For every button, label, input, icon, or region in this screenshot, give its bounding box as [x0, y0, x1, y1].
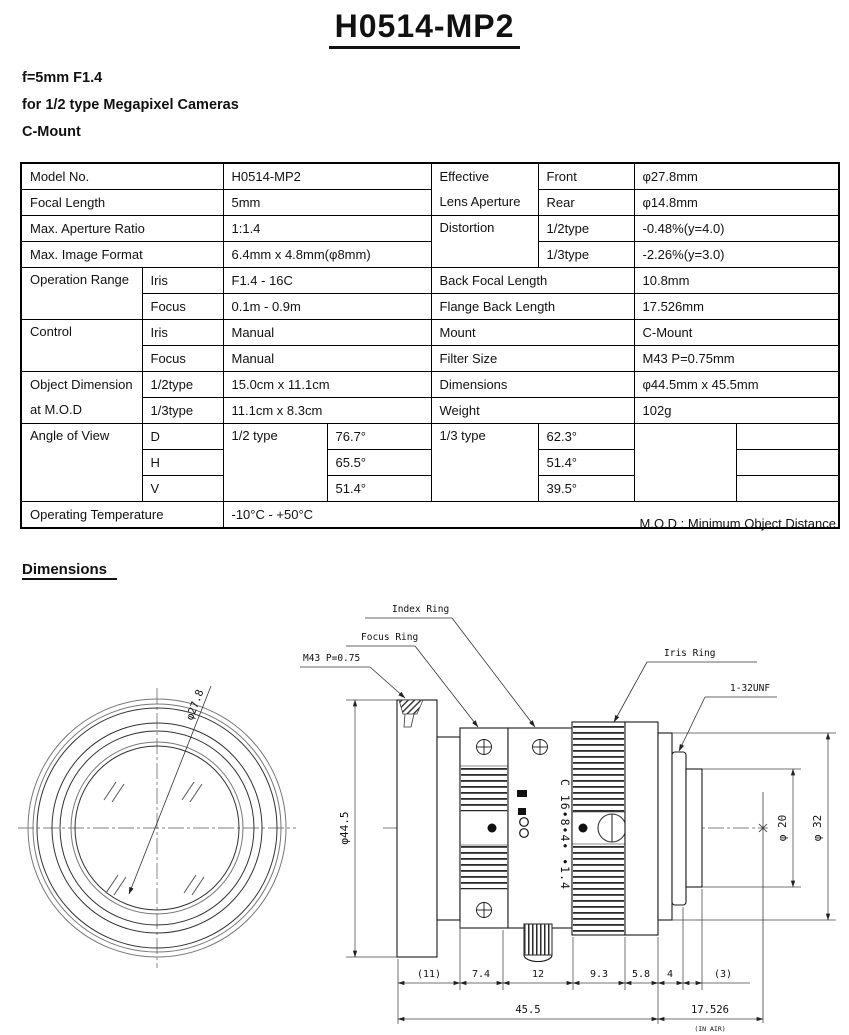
distortion-third-value: -2.26%(y=3.0) [634, 242, 839, 268]
dim-rear-ring: 5.8 [631, 969, 651, 980]
front-view [18, 686, 296, 968]
overall-length-dim: 45.5 [515, 1004, 541, 1016]
flange-back-length-value: 17.526mm [634, 294, 839, 320]
control-focus-value: Manual [223, 346, 431, 372]
front-label: Front [538, 163, 634, 190]
control-focus-label: Focus [142, 346, 223, 372]
aperture-scale-text: C 16•8•4• •1.4 [558, 779, 572, 890]
angle-axis-v: V [142, 476, 223, 502]
angle-third-type-label: 1/3 type [431, 424, 538, 502]
rear-label: Rear [538, 190, 634, 216]
dim-iris-ring: 9.3 [589, 969, 609, 980]
effective-label-line1: Effective [439, 169, 490, 184]
focus-index-dot [488, 824, 497, 833]
weight-value: 102g [634, 398, 839, 424]
focal-length-label: Focal Length [21, 190, 223, 216]
distortion-third-label: 1/3type [538, 242, 634, 268]
iris-ring-label: Iris Ring [664, 648, 716, 659]
table-row [21, 320, 839, 346]
control-iris-label: Iris [142, 320, 223, 346]
operating-temperature-value: -10°C - +50°C [223, 502, 839, 529]
dimensions-label: Dimensions [431, 372, 634, 398]
page-title: H0514-MP2 [329, 8, 521, 49]
table-row [21, 163, 839, 190]
front-bezel [397, 700, 437, 957]
empty-cell [634, 424, 736, 502]
spec-table [20, 162, 840, 529]
thumb-knob [524, 924, 552, 955]
effective-label-line2: Lens Aperture [439, 194, 521, 209]
control-iris-value: Manual [223, 320, 431, 346]
c-mount-thread [686, 769, 702, 887]
rear-barrel [658, 733, 672, 920]
dimensions-heading: Dimensions [22, 561, 117, 580]
mount-thread-label: 1-32UNF [730, 683, 771, 694]
angle-half-d: 76.7° [327, 424, 431, 450]
dim-rear-barrel: 4 [666, 969, 674, 980]
distance-scale-mark [517, 790, 527, 797]
rear-ring [625, 722, 658, 935]
angle-half-h: 65.5° [327, 450, 431, 476]
flange-back-dim: 17.526 [691, 1004, 729, 1016]
table-row [21, 242, 839, 268]
dimensions-value: φ44.5mm x 45.5mm [634, 372, 839, 398]
front-value: φ27.8mm [634, 163, 839, 190]
table-row [21, 424, 839, 450]
empty-cell [736, 450, 839, 476]
table-row [21, 190, 839, 216]
distortion-half-label: 1/2type [538, 216, 634, 242]
front-diameter-dim: φ27.8 [183, 688, 207, 722]
side-view [383, 700, 768, 962]
max-image-format-value: 6.4mm x 4.8mm(φ8mm) [223, 242, 431, 268]
mount-value: C-Mount [634, 320, 839, 346]
dimension-drawing [0, 585, 849, 1035]
rear-outer-diameter-dim: φ 32 [811, 814, 824, 842]
in-air-note: (IN AIR) [694, 1025, 726, 1033]
dim-index-ring: 12 [531, 969, 545, 980]
max-aperture-ratio-label: Max. Aperture Ratio [21, 216, 223, 242]
distortion-label: Distortion [431, 216, 538, 268]
m43-thread-label: M43 P=0.75 [303, 653, 361, 664]
object-dimension-line1: Object Dimension [30, 377, 133, 392]
operating-temperature-label: Operating Temperature [21, 502, 223, 529]
angle-axis-h: H [142, 450, 223, 476]
effective-lens-aperture-label [431, 163, 538, 216]
mount-line: C-Mount [22, 124, 81, 140]
mount-label: Mount [431, 320, 634, 346]
max-aperture-ratio-value: 1:1.4 [223, 216, 431, 242]
table-row [21, 268, 839, 294]
mod-note: M.O.D : Minimum Object Distance [639, 516, 836, 531]
focal-length-value: 5mm [223, 190, 431, 216]
angle-half-type-label: 1/2 type [223, 424, 327, 502]
table-row [21, 216, 839, 242]
back-focal-length-value: 10.8mm [634, 268, 839, 294]
object-dimension-half-label: 1/2type [142, 372, 223, 398]
set-screw-icon [476, 739, 492, 755]
focus-ring-label: Focus Ring [361, 632, 419, 643]
angle-half-v: 51.4° [327, 476, 431, 502]
filter-size-value: M43 P=0.75mm [634, 346, 839, 372]
object-dimension-half-value: 15.0cm x 11.1cm [223, 372, 431, 398]
control-label: Control [21, 320, 142, 372]
angle-third-d: 62.3° [538, 424, 634, 450]
distortion-half-value: -0.48%(y=4.0) [634, 216, 839, 242]
angle-third-v: 39.5° [538, 476, 634, 502]
filter-size-label: Filter Size [431, 346, 634, 372]
angle-of-view-label: Angle of View [21, 424, 142, 502]
weight-label: Weight [431, 398, 634, 424]
index-ring [508, 728, 572, 962]
max-image-format-label: Max. Image Format [21, 242, 223, 268]
dimensions-heading-row [22, 561, 117, 578]
focal-aperture-line: f=5mm F1.4 [22, 70, 103, 86]
header-spec-lines [22, 65, 239, 146]
object-dimension-third-label: 1/3type [142, 398, 223, 424]
title-row [0, 8, 849, 49]
distance-scale-mark [518, 808, 526, 815]
empty-cell [736, 476, 839, 502]
body-diameter-dim: φ44.5 [338, 811, 351, 845]
object-dimension-third-value: 11.1cm x 8.3cm [223, 398, 431, 424]
operation-iris-label: Iris [142, 268, 223, 294]
flange-back-length-label: Flange Back Length [431, 294, 634, 320]
object-dimension-line2: at M.O.D [30, 402, 83, 417]
iris-ring [572, 722, 626, 935]
angle-axis-d: D [142, 424, 223, 450]
table-row [21, 294, 839, 320]
set-screw-icon [476, 902, 492, 918]
back-focal-length-label: Back Focal Length [431, 268, 634, 294]
mount-flange-ring [672, 752, 686, 905]
operation-iris-value: F1.4 - 16C [223, 268, 431, 294]
neck-section [437, 737, 460, 920]
glass-hatch-marks [104, 782, 204, 895]
angle-third-h: 51.4° [538, 450, 634, 476]
table-row [21, 346, 839, 372]
iris-index-dot [579, 824, 588, 833]
model-no-value: H0514-MP2 [223, 163, 431, 190]
object-dimension-label [21, 372, 142, 424]
operation-range-label: Operation Range [21, 268, 142, 320]
table-row [21, 372, 839, 398]
dim-mount-stub: (3) [713, 969, 733, 980]
operation-focus-label: Focus [142, 294, 223, 320]
set-screw-icon [532, 739, 548, 755]
camera-type-line: for 1/2 type Megapixel Cameras [22, 97, 239, 113]
dim-focus-ring: 7.4 [471, 969, 491, 980]
dim-front-cap: (11) [416, 969, 442, 980]
model-no-label: Model No. [21, 163, 223, 190]
focus-ring [460, 728, 508, 928]
table-row [21, 398, 839, 424]
index-ring-label: Index Ring [392, 604, 450, 615]
empty-cell [736, 424, 839, 450]
rear-inner-diameter-dim: φ 20 [776, 814, 789, 842]
operation-focus-value: 0.1m - 0.9m [223, 294, 431, 320]
rear-value: φ14.8mm [634, 190, 839, 216]
